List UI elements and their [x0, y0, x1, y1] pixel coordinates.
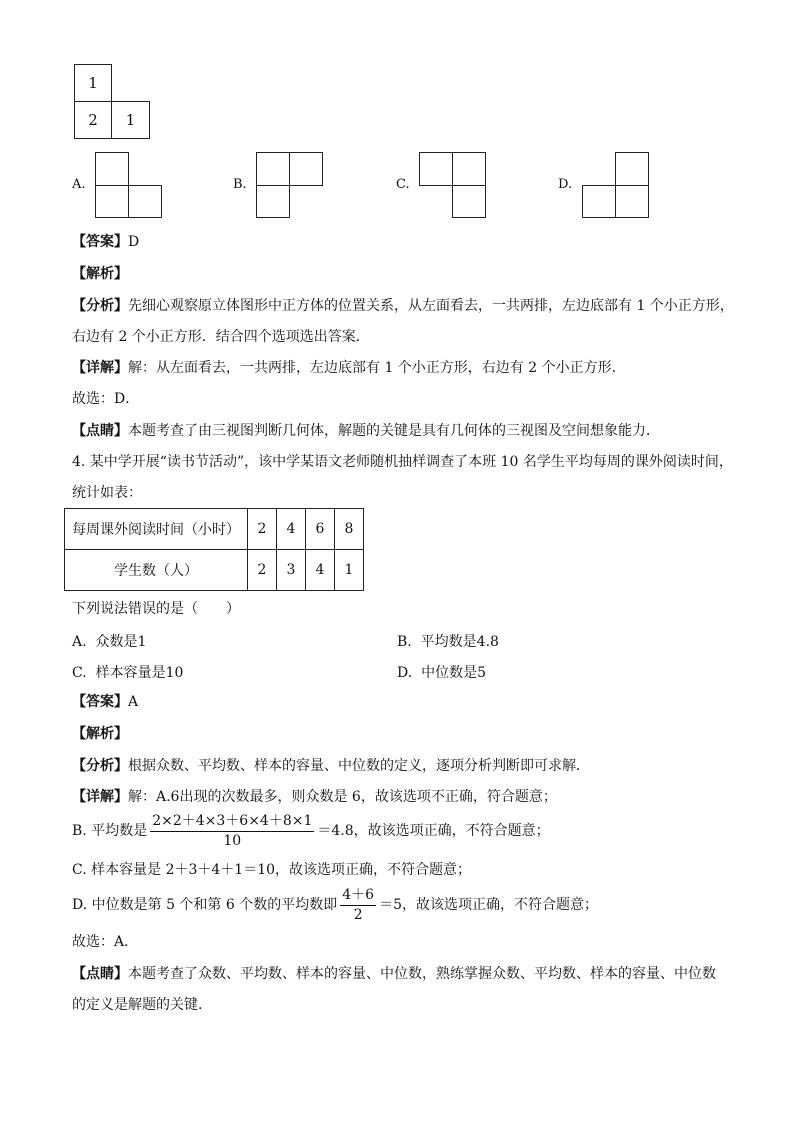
- q4-dianjing-line2: 的定义是解题的关键．: [72, 997, 212, 1013]
- option-text: 平均数是4.8: [420, 634, 499, 650]
- answer-value: A: [128, 694, 139, 710]
- q4-answer-line: [72, 692, 138, 712]
- dianjing-text: 本题考查了由三视图判断几何体，解题的关键是具有几何体的三视图及空间想象能力．: [128, 423, 660, 439]
- grid-cell-top: 1: [74, 64, 112, 102]
- q4-option-b: [397, 631, 499, 651]
- reading-time-table: [64, 508, 364, 591]
- xiangjie-text: 解：从左面看去，一共两排，左边底部有 1 个小正方形，右边有 2 个小正方形．: [128, 360, 626, 376]
- q4-dianjing-line1: [72, 964, 716, 984]
- fraction-numerator: 4＋6: [340, 886, 376, 906]
- option-b-square: [256, 152, 290, 186]
- option-b-square: [289, 152, 323, 186]
- q3-dianjing-line: [72, 421, 660, 441]
- table-cell: 4: [306, 550, 335, 591]
- fraction-numerator: 2×2＋4×3＋6×4＋8×1: [150, 812, 314, 832]
- option-d-square: [582, 185, 616, 218]
- q4-fenxi-line: [72, 756, 590, 776]
- q4-option-a: [72, 631, 146, 651]
- option-a-square: [95, 152, 129, 186]
- option-b-label: B.: [233, 177, 247, 192]
- table-cell: 6: [306, 509, 335, 550]
- grid-cell-bottom-right: 1: [111, 101, 150, 139]
- table-cell: 4: [277, 509, 306, 550]
- table-row: [65, 550, 364, 591]
- fenxi-text: 根据众数、平均数、样本的容量、中位数的定义，逐项分析判断即可求解．: [128, 758, 590, 774]
- q4-option-b-explanation: [72, 812, 550, 850]
- q4-xiangjie-line: [72, 787, 557, 807]
- dianjing-text: 本题考查了众数、平均数、样本的容量、中位数，熟练掌握众数、平均数、样本的容量、中位数: [128, 966, 716, 982]
- q3-xiangjie-line: [72, 358, 626, 378]
- option-label: A.: [72, 634, 87, 650]
- mean-fraction: [150, 812, 314, 850]
- option-c-square: [419, 152, 453, 186]
- xiangjie-tag: 【详解】: [72, 360, 128, 376]
- fenxi-tag: 【分析】: [72, 298, 128, 314]
- option-d-square: [615, 185, 649, 218]
- q3-guxuan: 故选：D．: [72, 391, 140, 407]
- option-c-square: [452, 152, 486, 186]
- q3-fenxi-line1: [72, 296, 734, 316]
- option-c-square: [452, 185, 486, 218]
- q4-stem-line2: 统计如表：: [72, 485, 142, 501]
- q3-fenxi-line2: 右边有 2 个小正方形．结合四个选项选出答案．: [72, 329, 370, 345]
- option-a-label: A.: [72, 177, 86, 192]
- table-cell: 2: [248, 509, 277, 550]
- answer-value: D: [128, 234, 140, 250]
- grid-cell-bottom-left: 2: [74, 101, 112, 139]
- q4-option-c-explanation: C. 样本容量是 2＋3＋4＋1＝10，故该选项正确，不符合题意；: [72, 862, 472, 878]
- xiangjie-tag: 【详解】: [72, 789, 128, 805]
- table-header-cell: 每周课外阅读时间（小时）: [65, 509, 248, 550]
- table-cell: 2: [248, 550, 277, 591]
- answer-tag: 【答案】: [72, 234, 128, 250]
- option-label: C.: [72, 665, 87, 681]
- b-prefix: B. 平均数是: [72, 823, 148, 839]
- option-text: 众数是1: [95, 634, 147, 650]
- q3-answer-line: [72, 232, 139, 252]
- b-suffix: ＝4.8，故该选项正确，不符合题意；: [317, 823, 550, 839]
- option-d-square: [615, 152, 649, 186]
- d-suffix: ＝5，故该选项正确，不符合题意；: [379, 897, 598, 913]
- fraction-denominator: 2: [353, 907, 363, 923]
- q4-guxuan: 故选：A．: [72, 934, 139, 950]
- option-label: B.: [397, 634, 412, 650]
- option-a-square: [95, 185, 129, 218]
- fenxi-tag: 【分析】: [72, 758, 128, 774]
- option-a-square: [128, 185, 162, 218]
- table-cell: 8: [335, 509, 364, 550]
- option-b-square: [256, 185, 290, 218]
- option-d-label: D.: [558, 177, 573, 192]
- table-row: [65, 509, 364, 550]
- q4-question: 下列说法错误的是（ ）: [72, 601, 240, 617]
- xiangjie-text: 解：A.6出现的次数最多，则众数是 6，故该选项不正确，符合题意；: [128, 789, 557, 805]
- q4-stem-line1: 4. 某中学开展“读书节活动”，该中学某语文老师随机抽样调查了本班 10 名学生平均每周的课外阅读时间，: [72, 454, 733, 470]
- fraction-denominator: 10: [223, 833, 242, 849]
- q4-option-d: [397, 662, 486, 682]
- option-label: D.: [397, 665, 413, 681]
- q3-analysis-tag: 【解析】: [72, 266, 128, 282]
- fenxi-text: 先细心观察原立体图形中正方体的位置关系，从左面看去，一共两排，左边底部有 1 个小正方形，: [128, 298, 734, 314]
- table-cell: 1: [335, 550, 364, 591]
- dianjing-tag: 【点睛】: [72, 423, 128, 439]
- table-header-cell: 学生数（人）: [65, 550, 248, 591]
- dianjing-tag: 【点睛】: [72, 966, 128, 982]
- table-cell: 3: [277, 550, 306, 591]
- median-fraction: [340, 886, 376, 924]
- option-text: 中位数是5: [421, 665, 487, 681]
- d-prefix: D. 中位数是第 5 个和第 6 个数的平均数即: [72, 897, 338, 913]
- option-text: 样本容量是10: [95, 665, 184, 681]
- answer-tag: 【答案】: [72, 694, 128, 710]
- q4-analysis-tag: 【解析】: [72, 726, 128, 742]
- q4-option-d-explanation: [72, 886, 598, 924]
- option-c-label: C.: [396, 177, 410, 192]
- q4-option-c: [72, 662, 183, 682]
